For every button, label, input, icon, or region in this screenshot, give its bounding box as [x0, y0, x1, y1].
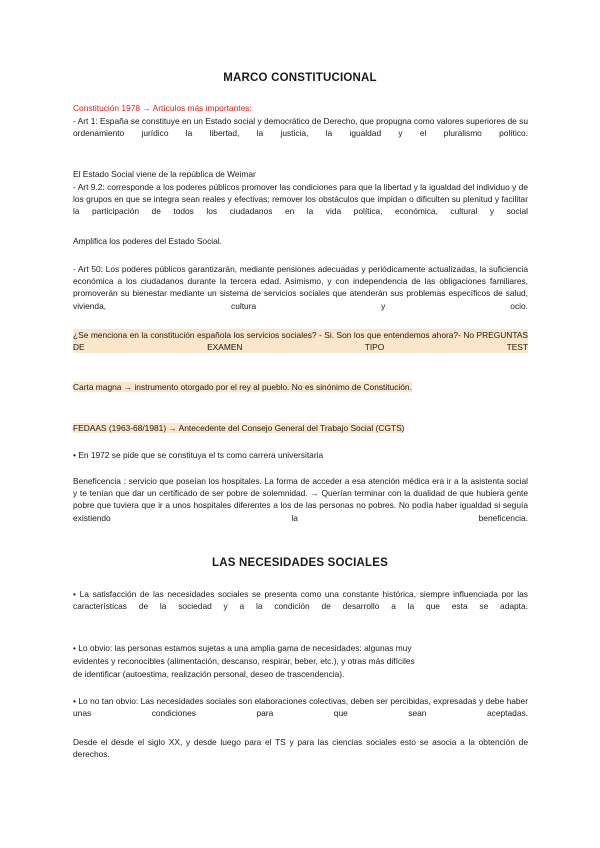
section-title-marco-constitucional: MARCO CONSTITUCIONAL: [223, 72, 377, 84]
obvio-line-1: • Lo obvio: las personas estamos sujetas a una amplia gama de necesidades: algunas muy: [73, 643, 412, 653]
art92-paragraph: - Art 9.2: corresponde a los poderes públicos promover las condiciones para que la libertad y la igualdad del individuo y de los grupos en que se integra sean reales y efectivas; remover los obstáculos que impidan o dificulten su plenitud y facilitar la participación de todos los ciudadanos en la vida política, económica, cultural y social: [73, 182, 528, 217]
fedaas-highlight: FEDAAS (1963-68/1981) → Antecedente del Consejo General del Trabajo Social (CGTS): [73, 423, 405, 433]
carta-magna-line: [73, 381, 528, 393]
carta-magna-highlight: Carta magna → instrumento otorgado por el rey al pueblo. No es sinónimo de Constitución.: [73, 382, 412, 392]
fedaas-line: [73, 422, 528, 434]
section-title-necesidades-sociales: LAS NECESIDADES SOCIALES: [211, 557, 389, 569]
satisfaccion-bullet: • La satisfacción de las necesidades sociales se presenta como una constante histórica, siempre influenciada por las características de la sociedad y a la condición de desarrollo a la que esta se adapta.: [73, 589, 528, 612]
amplifica-line: Amplifica los poderes del Estado Social.: [73, 236, 222, 246]
pregunta-highlight: ¿Se menciona en la constitución española los servicios sociales? - Si. Son los que entendemos ahora?- No PREGUNTAS DE EXAMEN TIPO TEST: [73, 330, 528, 353]
beneficencia-paragraph: Beneficencia : servicio que poseían los hospitales. La forma de acceder a esa atención médica era ir a la asistenta social y te tenían que dar un certificado de ser pobre de solemnidad. → Querían terminar con la dualidad de que hubiera gente pobre que tuviera que ir a unos hospitales diferentes a los de las personas no pobres. No podía haber igualdad si seguía existiendo la beneficencia.: [73, 476, 528, 523]
art1-paragraph: - Art 1: España se constituye en un Estado social y democrático de Derecho, que propugna como valores superiores de su ordenamiento jurídico la libertad, la justicia, la igualdad y el pluralismo político.: [73, 116, 528, 139]
en1972-bullet: • En 1972 se pide que se constituya el ts como carrera universitaria: [73, 450, 324, 460]
weimar-line: El Estado Social viene de la república de Weimar: [73, 169, 256, 179]
no-obvio-bullet: • Lo no tan obvio: Las necesidades sociales son elaboraciones colectivas, deben ser percibidas, expresadas y debe haber unas condiciones para que sean aceptadas.: [73, 696, 528, 719]
obvio-line-2: evidentes y reconocibles (alimentación, descanso, respirar, beber, etc.), y otras más difíciles: [73, 656, 415, 666]
constitucion-heading: Constitución 1978 → Artículos más importantes:: [73, 103, 252, 113]
siglo-paragraph: Desde el desde el siglo XX, y desde luego para el TS y para las ciencias sociales esto se asocia a la obtención de derechos.: [73, 737, 528, 760]
obvio-line-3: de identificar (autoestima, realización personal, deseo de trascendencia).: [73, 669, 345, 679]
art50-paragraph: - Art 50: Los poderes públicos garantizarán, mediante pensiones adecuadas y periódicamente actualizadas, la suficiencia económica a los ciudadanos durante la tercera edad. Asimismo, y con independencia de las obligaciones familiares, promoverán su bienestar mediante un sistema de servicios sociales que atenderán sus problemas específicos de salud, vivienda, cultura y ocio.: [73, 264, 528, 311]
